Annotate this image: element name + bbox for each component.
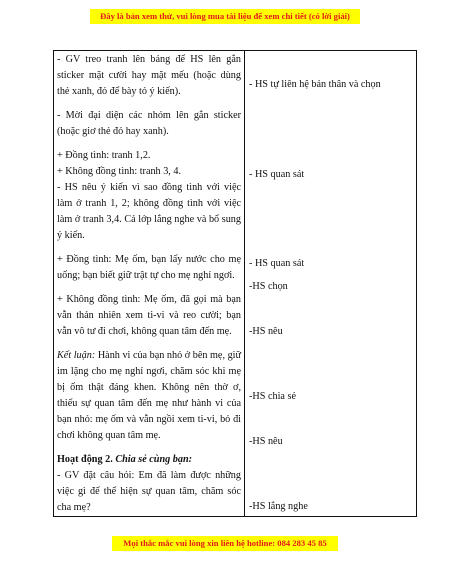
lesson-table (53, 50, 417, 517)
table-row (54, 51, 417, 517)
student-note: - HS quan sát (249, 169, 305, 180)
paragraph: + Đồng tình: Mẹ ốm, bạn lấy nước cho mẹ uống; bạn biết giữ trật tự cho mẹ nghỉ ngơi. (57, 254, 241, 281)
paragraph: + Không đồng tình: Mẹ ốm, đã gọi mà bạn vẫn thản nhiên xem ti-vi và reo cười; bạn vẫn vô tư đi chơi, không quan tâm đến mẹ. (57, 294, 241, 337)
paragraph: - GV treo tranh lên bảng để HS lên gắn sticker mặt cười hay mặt mếu (hoặc dùng thẻ xanh, đỏ để bày tỏ ý kiến). (57, 54, 241, 97)
paragraph: + Không đồng tình: tranh 3, 4. (57, 166, 182, 177)
paragraph: - HS nêu ý kiến vì sao đồng tình với việc làm ở tranh 1, 2; không đồng tình với việc làm ở tranh 3,4. Cả lớp lắng nghe và bổ sung ý kiến. (57, 182, 241, 241)
conclusion-paragraph (57, 348, 241, 444)
conclusion-label: Kết luận: (57, 350, 96, 361)
activity-number: Hoạt động 2. (57, 454, 113, 465)
preview-banner: Đây là bản xem thử, vui lòng mua tài liệu để xem chi tiết (có lời giải) (90, 9, 360, 24)
student-note: - HS tự liên hệ bản thân và chọn (249, 79, 381, 90)
student-note: - HS quan sát (249, 258, 305, 269)
teacher-activities-column (54, 51, 245, 517)
paragraph: - GV đặt câu hỏi: Em đã làm được những việc gì để thể hiện sự quan tâm, chăm sóc cha mẹ? (57, 470, 241, 513)
conclusion-text: Hành vi của bạn nhỏ ở bên mẹ, giữ im lặng cho mẹ nghỉ ngơi, chăm sóc khi mẹ bị ốm thật đáng khen. Không nên thờ ơ, thiếu sự quan tâm đến mẹ như hành vi của bạn nhỏ: mẹ ốm và vẫn ngồi xem ti-vi, bỏ đi chơi không quan tâm mẹ. (57, 350, 242, 441)
paragraph: - Mời đại diện các nhóm lên gắn sticker (hoặc giơ thẻ đỏ hay xanh). (57, 110, 241, 137)
student-activities-column (245, 51, 417, 517)
student-note: -HS nêu (249, 326, 283, 337)
activity-heading (57, 452, 241, 468)
student-note: -HS chia sẻ (249, 391, 296, 402)
student-note: -HS lắng nghe (249, 501, 308, 512)
student-note: -HS nêu (249, 436, 283, 447)
student-note: -HS chọn (249, 281, 288, 292)
hotline-banner: Mọi thắc mắc vui lòng xin liên hệ hotline: 084 283 45 85 (112, 536, 338, 551)
paragraph: + Đồng tình: tranh 1,2. (57, 150, 151, 161)
activity-title: Chia sẻ cùng bạn: (115, 454, 193, 465)
